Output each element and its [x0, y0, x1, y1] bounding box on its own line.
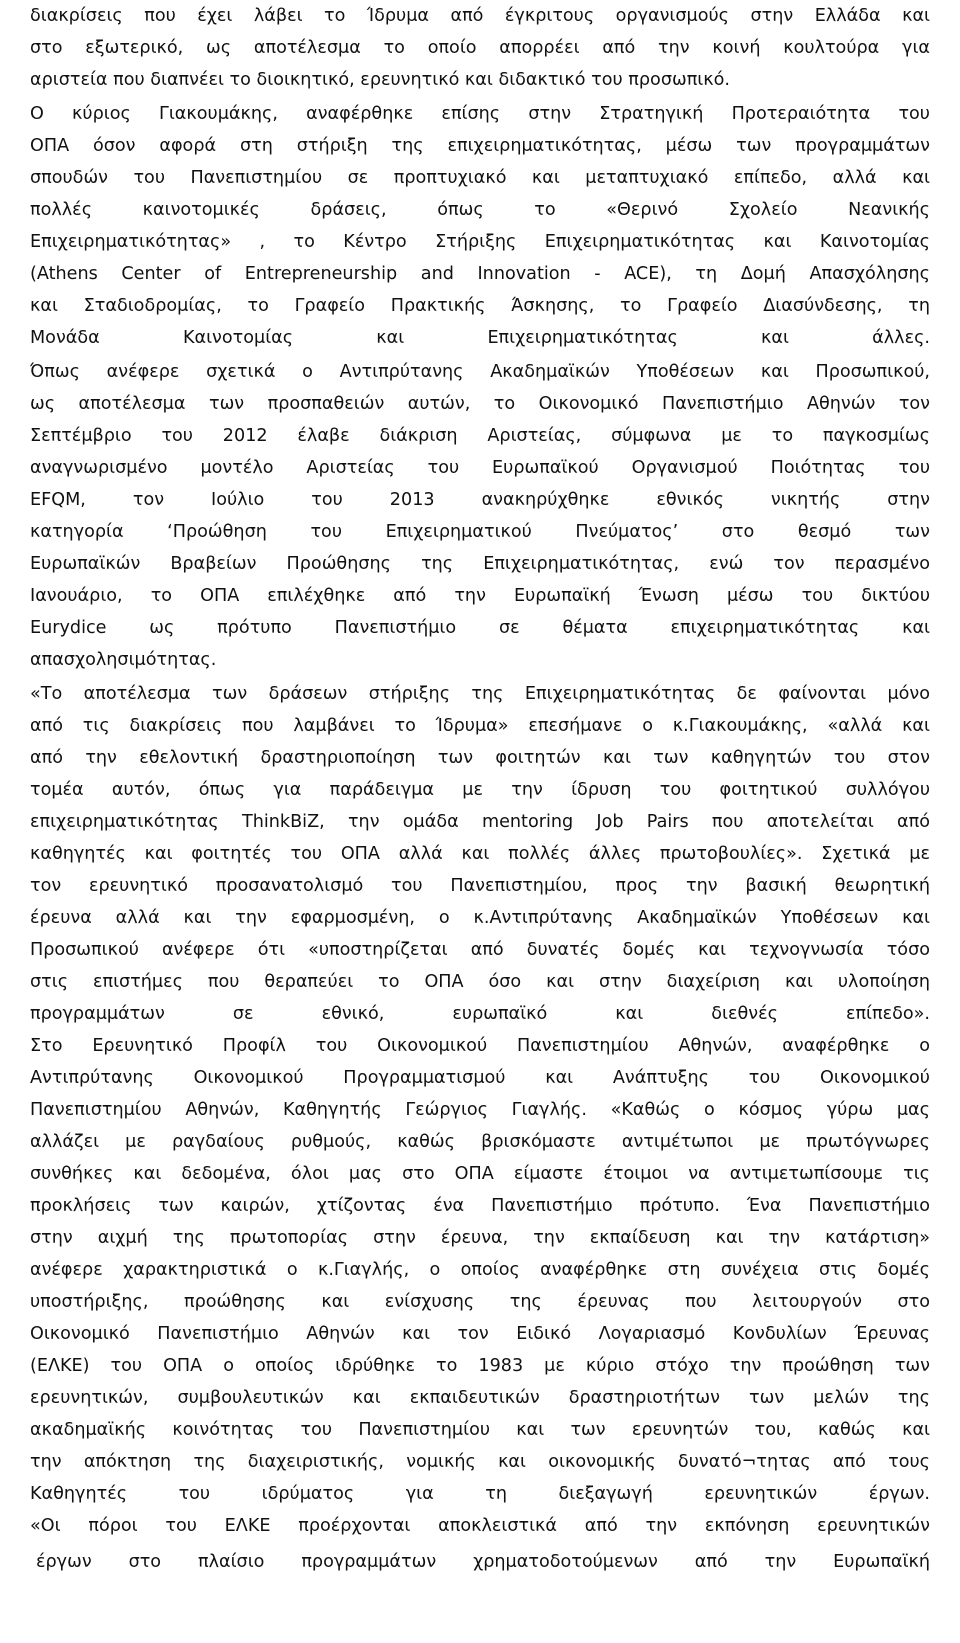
text-line: ερευνητικών, συμβουλευτικών και εκπαιδευτικών δραστηριοτήτων των μελών της — [30, 1388, 930, 1408]
text-line: αλλάζει με ραγδαίους ρυθμούς, καθώς βρισκόμαστε αντιμέτωποι με πρωτόγνωρες — [30, 1132, 930, 1152]
text-line: Eurydice ως πρότυπο Πανεπιστήμιο σε θέματα επιχειρηματικότητας και — [30, 618, 930, 638]
text-line: Πανεπιστημίου Αθηνών, Καθηγητής Γεώργιος Γιαγλής. «Καθώς ο κόσμος γύρω μας — [30, 1100, 930, 1120]
text-line: αναγνωρισμένο μοντέλο Αριστείας του Ευρωπαϊκού Οργανισμού Ποιότητας του — [30, 458, 930, 478]
text-line: σπουδών του Πανεπιστημίου σε προπτυχιακό και μεταπτυχιακό επίπεδο, αλλά και — [30, 168, 930, 188]
text-line: Ιανουάριο, το ΟΠΑ επιλέχθηκε από την Ευρωπαϊκή Ένωση μέσω του δικτύου — [30, 586, 930, 606]
text-line: (Athens Center of Entrepreneurship and Innovation - ACE), τη Δομή Απασχόλησης — [30, 264, 930, 284]
text-line: την απόκτηση της διαχειριστικής, νομικής και οικονομικής δυνατό¬τητας από τους — [30, 1452, 930, 1472]
text-line: από τις διακρίσεις που λαμβάνει το Ίδρυμα» επεσήμανε ο κ.Γιακουμάκης, «αλλά και — [30, 716, 930, 736]
text-line: έργων στο πλαίσιο προγραμμάτων χρηματοδοτούμενων από την Ευρωπαϊκή — [36, 1552, 930, 1572]
text-line: Στο Ερευνητικό Προφίλ του Οικονομικού Πανεπιστημίου Αθηνών, αναφέρθηκε ο — [30, 1036, 930, 1056]
text-line: ΟΠΑ όσον αφορά στη στήριξη της επιχειρηματικότητας, μέσω των προγραμμάτων — [30, 136, 930, 156]
text-line: EFQM, τον Ιούλιο του 2013 ανακηρύχθηκε εθνικός νικητής στην — [30, 490, 930, 510]
text-line: Επιχειρηματικότητας» , το Κέντρο Στήριξης Επιχειρηματικότητας και Καινοτομίας — [30, 232, 930, 252]
text-line: προγραμμάτων σε εθνικό, ευρωπαϊκό και διεθνές επίπεδο». — [30, 1004, 930, 1024]
text-line — [30, 1578, 930, 1610]
text-line: από την εθελοντική δραστηριοποίηση των φοιτητών και των καθηγητών του στον — [30, 748, 930, 768]
text-line: διακρίσεις που έχει λάβει το Ίδρυμα από έγκριτους οργανισμούς στην Ελλάδα και — [30, 6, 930, 26]
document-page — [30, 0, 930, 1643]
text-line: ως αποτέλεσμα των προσπαθειών αυτών, το Οικονομικό Πανεπιστήμιο Αθηνών τον — [30, 394, 930, 414]
text-line: «Οι πόροι του ΕΛΚΕ προέρχονται αποκλειστικά από την εκπόνηση ερευνητικών — [30, 1516, 930, 1536]
text-line: Σεπτέμβριο του 2012 έλαβε διάκριση Αριστείας, σύμφωνα με το παγκοσμίως — [30, 426, 930, 446]
text-line: Αντιπρύτανης Οικονομικού Προγραμματισμού και Ανάπτυξης του Οικονομικού — [30, 1068, 930, 1088]
text-line: ακαδημαϊκής κοινότητας του Πανεπιστημίου και των ερευνητών του, καθώς και — [30, 1420, 930, 1440]
text-line: πολλές καινοτομικές δράσεις, όπως το «Θερινό Σχολείο Νεανικής — [30, 200, 930, 220]
text-line: στην αιχμή της πρωτοπορίας στην έρευνα, την εκπαίδευση και την κατάρτιση» — [30, 1228, 930, 1248]
text-line: προκλήσεις των καιρών, χτίζοντας ένα Πανεπιστήμιο πρότυπο. Ένα Πανεπιστήμιο — [30, 1196, 930, 1216]
text-line: τον ερευνητικό προσανατολισμό του Πανεπιστημίου, προς την βασική θεωρητική — [30, 876, 930, 896]
text-line: επιχειρηματικότητας ThinkBiZ, την ομάδα mentoring Job Pairs που αποτελείται από — [30, 812, 930, 832]
text-line: Μονάδα Καινοτομίας και Επιχειρηματικότητας και άλλες. — [30, 328, 930, 348]
text-line: υποστήριξης, προώθησης και ενίσχυσης της έρευνας που λειτουργούν στο — [30, 1292, 930, 1312]
text-line: στο εξωτερικό, ως αποτέλεσμα το οποίο απορρέει από την κοινή κουλτούρα για — [30, 38, 930, 58]
text-line: στις επιστήμες που θεραπεύει το ΟΠΑ όσο και στην διαχείριση και υλοποίηση — [30, 972, 930, 992]
text-line: καθηγητές και φοιτητές του ΟΠΑ αλλά και πολλές άλλες πρωτοβουλίες». Σχετικά με — [30, 844, 930, 864]
text-line: (ΕΛΚΕ) του ΟΠΑ ο οποίος ιδρύθηκε το 1983 με κύριο στόχο την προώθηση των — [30, 1356, 930, 1376]
text-line: Ο κύριος Γιακουμάκης, αναφέρθηκε επίσης στην Στρατηγική Προτεραιότητα του — [30, 104, 930, 124]
text-line: ανέφερε χαρακτηριστικά ο κ.Γιαγλής, ο οποίος αναφέρθηκε στη συνέχεια στις δομές — [30, 1260, 930, 1280]
text-line: Όπως ανέφερε σχετικά ο Αντιπρύτανης Ακαδημαϊκών Υποθέσεων και Προσωπικού, — [30, 362, 930, 382]
text-line: τομέα αυτόν, όπως για παράδειγμα με την ίδρυση του φοιτητικού συλλόγου — [30, 780, 930, 800]
text-line: έρευνα αλλά και την εφαρμοσμένη, ο κ.Αντιπρύτανης Ακαδημαϊκών Υποθέσεων και — [30, 908, 930, 928]
text-line: κατηγορία ‘Προώθηση του Επιχειρηματικού Πνεύματος’ στο θεσμό των — [30, 522, 930, 542]
text-line: και Σταδιοδρομίας, το Γραφείο Πρακτικής Άσκησης, το Γραφείο Διασύνδεσης, τη — [30, 296, 930, 316]
text-line: Προσωπικού ανέφερε ότι «υποστηρίζεται από δυνατές δομές και τεχνογνωσία τόσο — [30, 940, 930, 960]
text-line: συνθήκες και δεδομένα, όλοι μας στο ΟΠΑ είμαστε έτοιμοι να αντιμετωπίσουμε τις — [30, 1164, 930, 1184]
text-line: αριστεία που διαπνέει το διοικητικό, ερευνητικό και διδακτικό του προσωπικό. — [30, 70, 730, 90]
text-line: Καθηγητές του ιδρύματος για τη διεξαγωγή ερευνητικών έργων. — [30, 1484, 930, 1504]
text-line: Ευρωπαϊκών Βραβείων Προώθησης της Επιχειρηματικότητας, ενώ τον περασμένο — [30, 554, 930, 574]
text-line: Οικονομικό Πανεπιστήμιο Αθηνών και τον Ειδικό Λογαριασμό Κονδυλίων Έρευνας — [30, 1324, 930, 1344]
text-line: «Το αποτέλεσμα των δράσεων στήριξης της Επιχειρηματικότητας δε φαίνονται μόνο — [30, 684, 930, 704]
text-line: απασχολησιμότητας. — [30, 650, 217, 670]
